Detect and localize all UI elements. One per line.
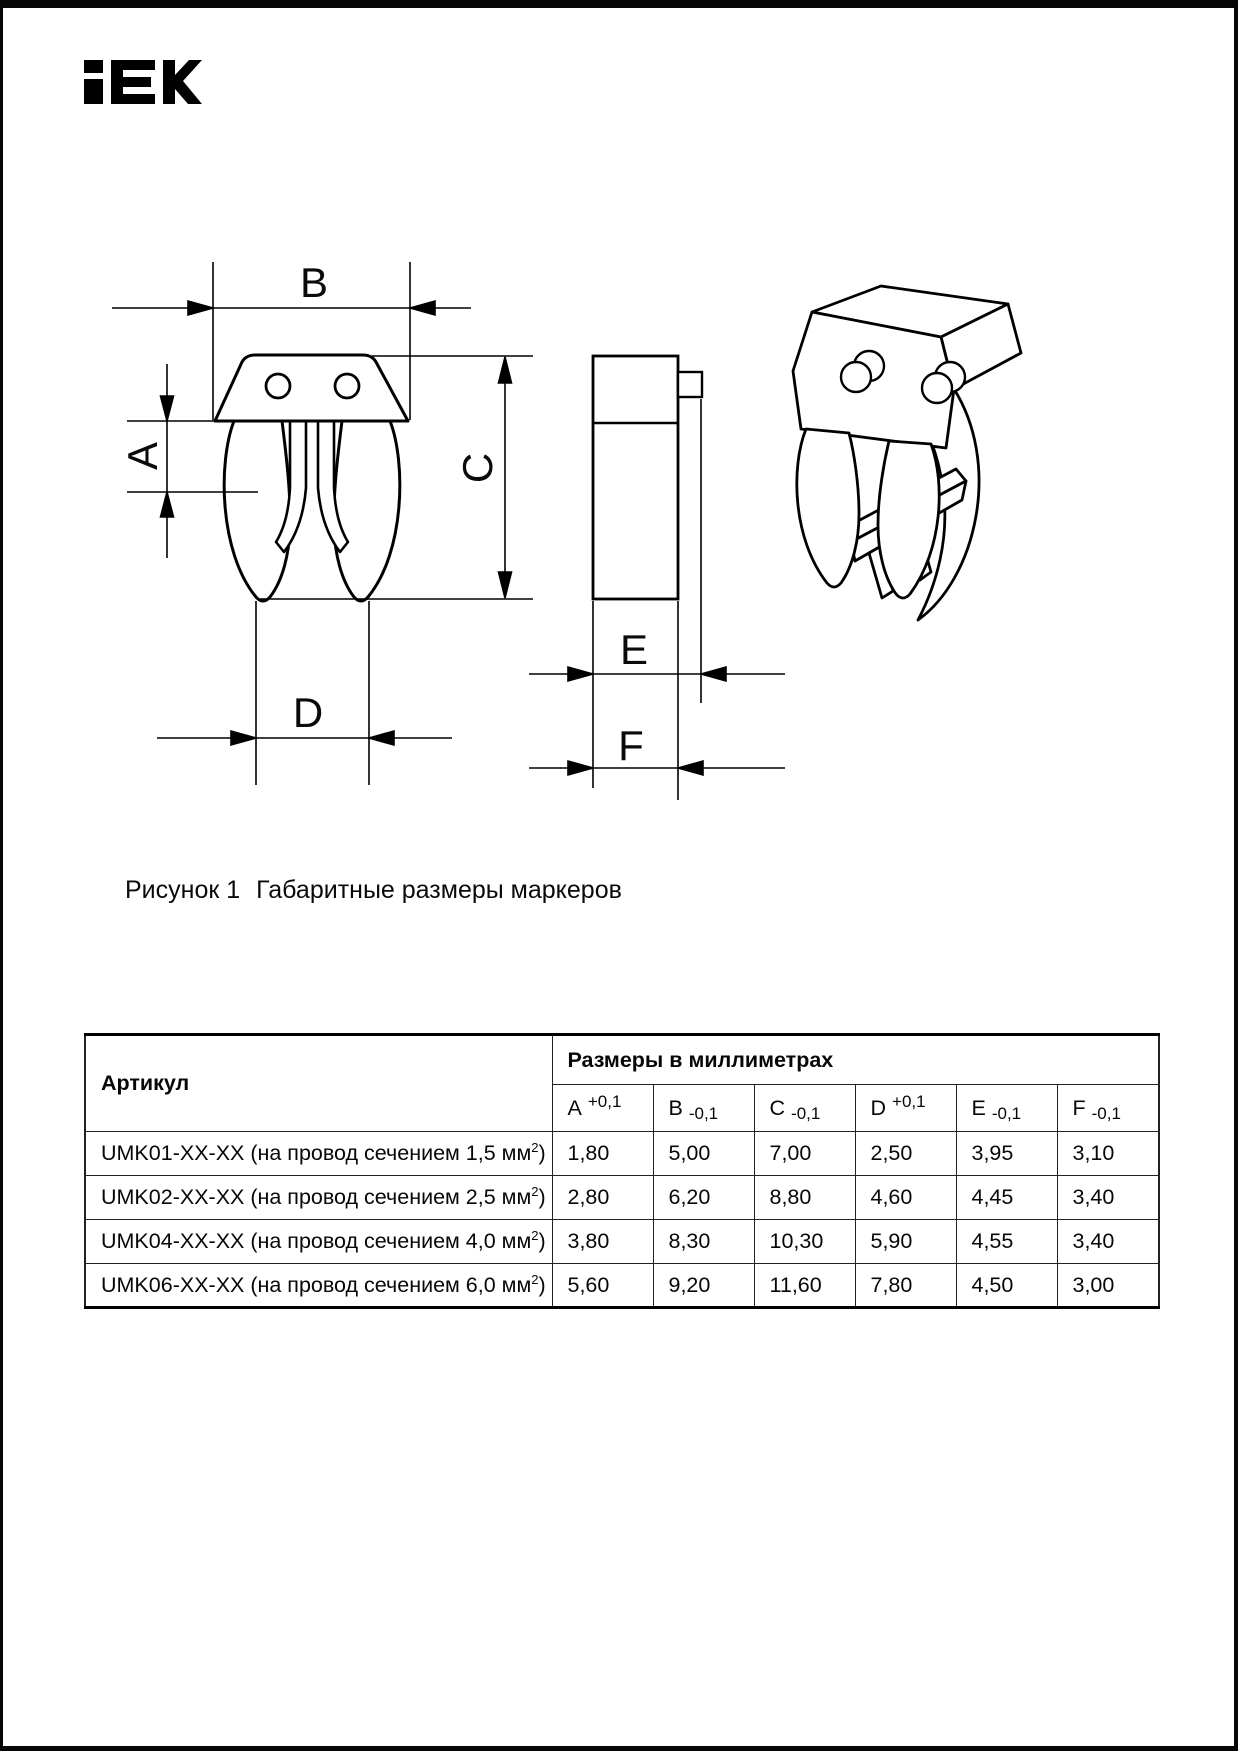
value-cell: 3,10 [1057, 1132, 1159, 1176]
iso-hole-right-front [922, 373, 952, 403]
dim-col-e: E -0,1 [956, 1085, 1057, 1132]
iso-front-right-leg [878, 441, 939, 598]
dim-label-a: A [119, 441, 166, 471]
front-view [215, 355, 408, 601]
side-view [593, 356, 702, 599]
table-row [85, 1264, 1159, 1308]
table-row [85, 1220, 1159, 1264]
dim-label-c: C [454, 452, 501, 484]
side-tab [678, 372, 702, 397]
value-cell: 4,45 [956, 1176, 1057, 1220]
value-cell: 6,20 [653, 1176, 754, 1220]
value-cell: 5,00 [653, 1132, 754, 1176]
side-body [593, 356, 678, 599]
dim-col-a: A $^{+0,1}$ [552, 1085, 653, 1132]
value-cell: 3,00 [1057, 1264, 1159, 1308]
value-cell: 7,80 [855, 1264, 956, 1308]
value-cell: 4,60 [855, 1176, 956, 1220]
table-row [85, 1132, 1159, 1176]
value-cell: 10,30 [754, 1220, 855, 1264]
isometric-view [793, 286, 1021, 620]
value-cell: 5,90 [855, 1220, 956, 1264]
dimensions-table [84, 1033, 1160, 1309]
dim-label-e: E [619, 626, 649, 673]
dim-col-b: B -0,1 [653, 1085, 754, 1132]
table-row [85, 1176, 1159, 1220]
figure-caption [125, 876, 622, 905]
front-right-leg [334, 421, 400, 601]
article-cell: UMK01-XX-XX (на провод сечением 1,5 $мм^2$) [85, 1132, 552, 1176]
front-hole-left [266, 374, 290, 398]
header-article: Артикул [85, 1035, 552, 1132]
value-cell: 11,60 [754, 1264, 855, 1308]
header-dimensions: Размеры в миллиметрах [552, 1035, 1159, 1085]
dim-col-c: C -0,1 [754, 1085, 855, 1132]
front-cap [215, 355, 408, 421]
figure-caption-text: Габаритные размеры маркеров [256, 876, 622, 904]
value-cell: 7,00 [754, 1132, 855, 1176]
iso-hole-left-front [841, 362, 871, 392]
value-cell: 4,50 [956, 1264, 1057, 1308]
value-cell: 2,80 [552, 1176, 653, 1220]
value-cell: 9,20 [653, 1264, 754, 1308]
dimension-lines [112, 262, 785, 800]
front-left-leg [224, 421, 290, 601]
dimension-f [529, 601, 785, 800]
article-cell: UMK04-XX-XX (на провод сечением 4,0 $мм^2$) [85, 1220, 552, 1264]
dim-label-f: F [618, 722, 644, 769]
value-cell: 5,60 [552, 1264, 653, 1308]
value-cell: 3,40 [1057, 1176, 1159, 1220]
dim-label-b: B [299, 259, 329, 306]
value-cell: 2,50 [855, 1132, 956, 1176]
article-cell: UMK02-XX-XX (на провод сечением 2,5 $мм^2$) [85, 1176, 552, 1220]
article-cell: UMK06-XX-XX (на провод сечением 6,0 $мм^2$) [85, 1264, 552, 1308]
value-cell: 3,95 [956, 1132, 1057, 1176]
value-cell: 4,55 [956, 1220, 1057, 1264]
value-cell: 8,80 [754, 1176, 855, 1220]
dimension-drawing [0, 0, 1238, 860]
iso-front-left-leg [797, 429, 859, 587]
table-header-row [85, 1035, 1159, 1085]
front-hole-right [335, 374, 359, 398]
value-cell: 3,40 [1057, 1220, 1159, 1264]
dim-col-f: F -0,1 [1057, 1085, 1159, 1132]
value-cell: 1,80 [552, 1132, 653, 1176]
value-cell: 3,80 [552, 1220, 653, 1264]
dim-col-d: D $^{+0,1}$ [855, 1085, 956, 1132]
figure-caption-number: Рисунок 1 [125, 876, 241, 904]
value-cell: 8,30 [653, 1220, 754, 1264]
dim-label-d: D [292, 689, 324, 736]
